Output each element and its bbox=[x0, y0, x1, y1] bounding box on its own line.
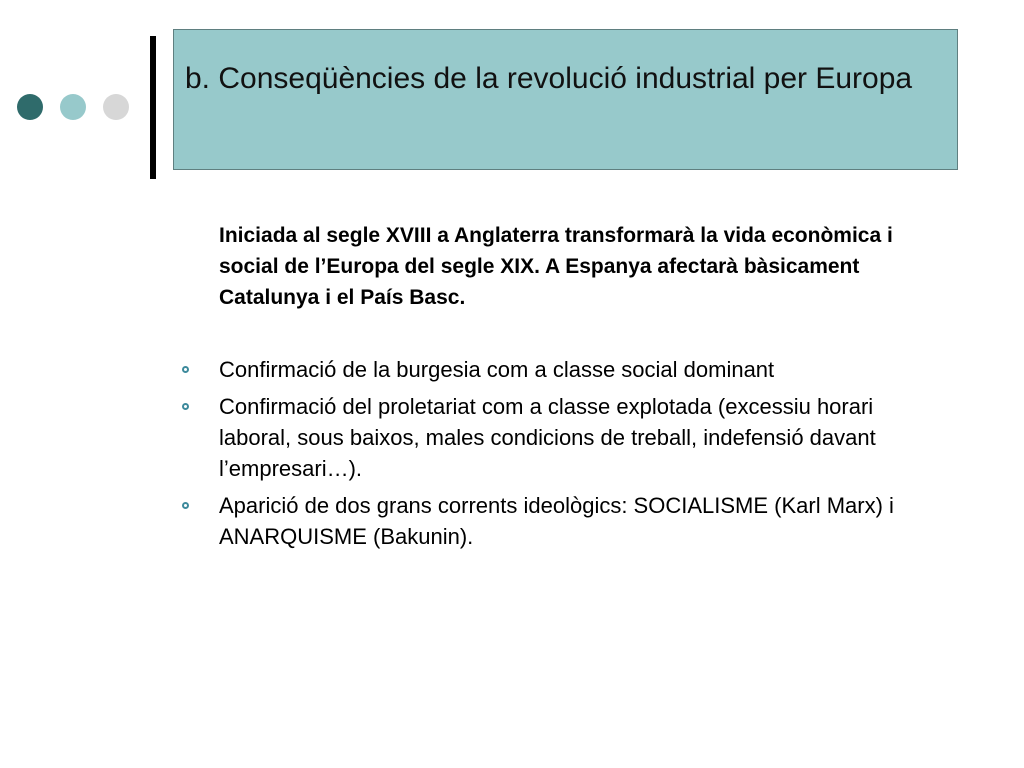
bullet-circle-icon bbox=[182, 502, 189, 509]
bullet-text: Confirmació del proletariat com a classe explotada (excessiu horari laboral, sous baixos, males condicions de treball, indefensió davant l’empresari…). bbox=[219, 394, 876, 481]
decorative-dot-dark-icon bbox=[17, 94, 43, 120]
bullet-circle-icon bbox=[182, 403, 189, 410]
decorative-dot-light-icon bbox=[103, 94, 129, 120]
decorative-dot-mid-icon bbox=[60, 94, 86, 120]
intro-paragraph: Iniciada al segle XVIII a Anglaterra transformarà la vida econòmica i social de l’Europa del segle XIX. A Espanya afectarà bàsicament Catalunya i el País Basc. bbox=[219, 224, 893, 309]
bullet-item bbox=[180, 490, 940, 552]
title-box bbox=[173, 29, 958, 170]
title-accent-bar bbox=[150, 36, 156, 179]
bullet-list bbox=[180, 354, 940, 558]
slide-title: b. Conseqüències de la revolució industrial per Europa bbox=[185, 62, 913, 95]
bullet-circle-icon bbox=[182, 366, 189, 373]
bullet-text: Aparició de dos grans corrents ideològics: SOCIALISME (Karl Marx) i ANARQUISME (Bakunin). bbox=[219, 493, 894, 549]
bullet-item bbox=[180, 391, 940, 484]
bullet-text: Confirmació de la burgesia com a classe social dominant bbox=[219, 357, 775, 382]
bullet-item bbox=[180, 354, 940, 385]
